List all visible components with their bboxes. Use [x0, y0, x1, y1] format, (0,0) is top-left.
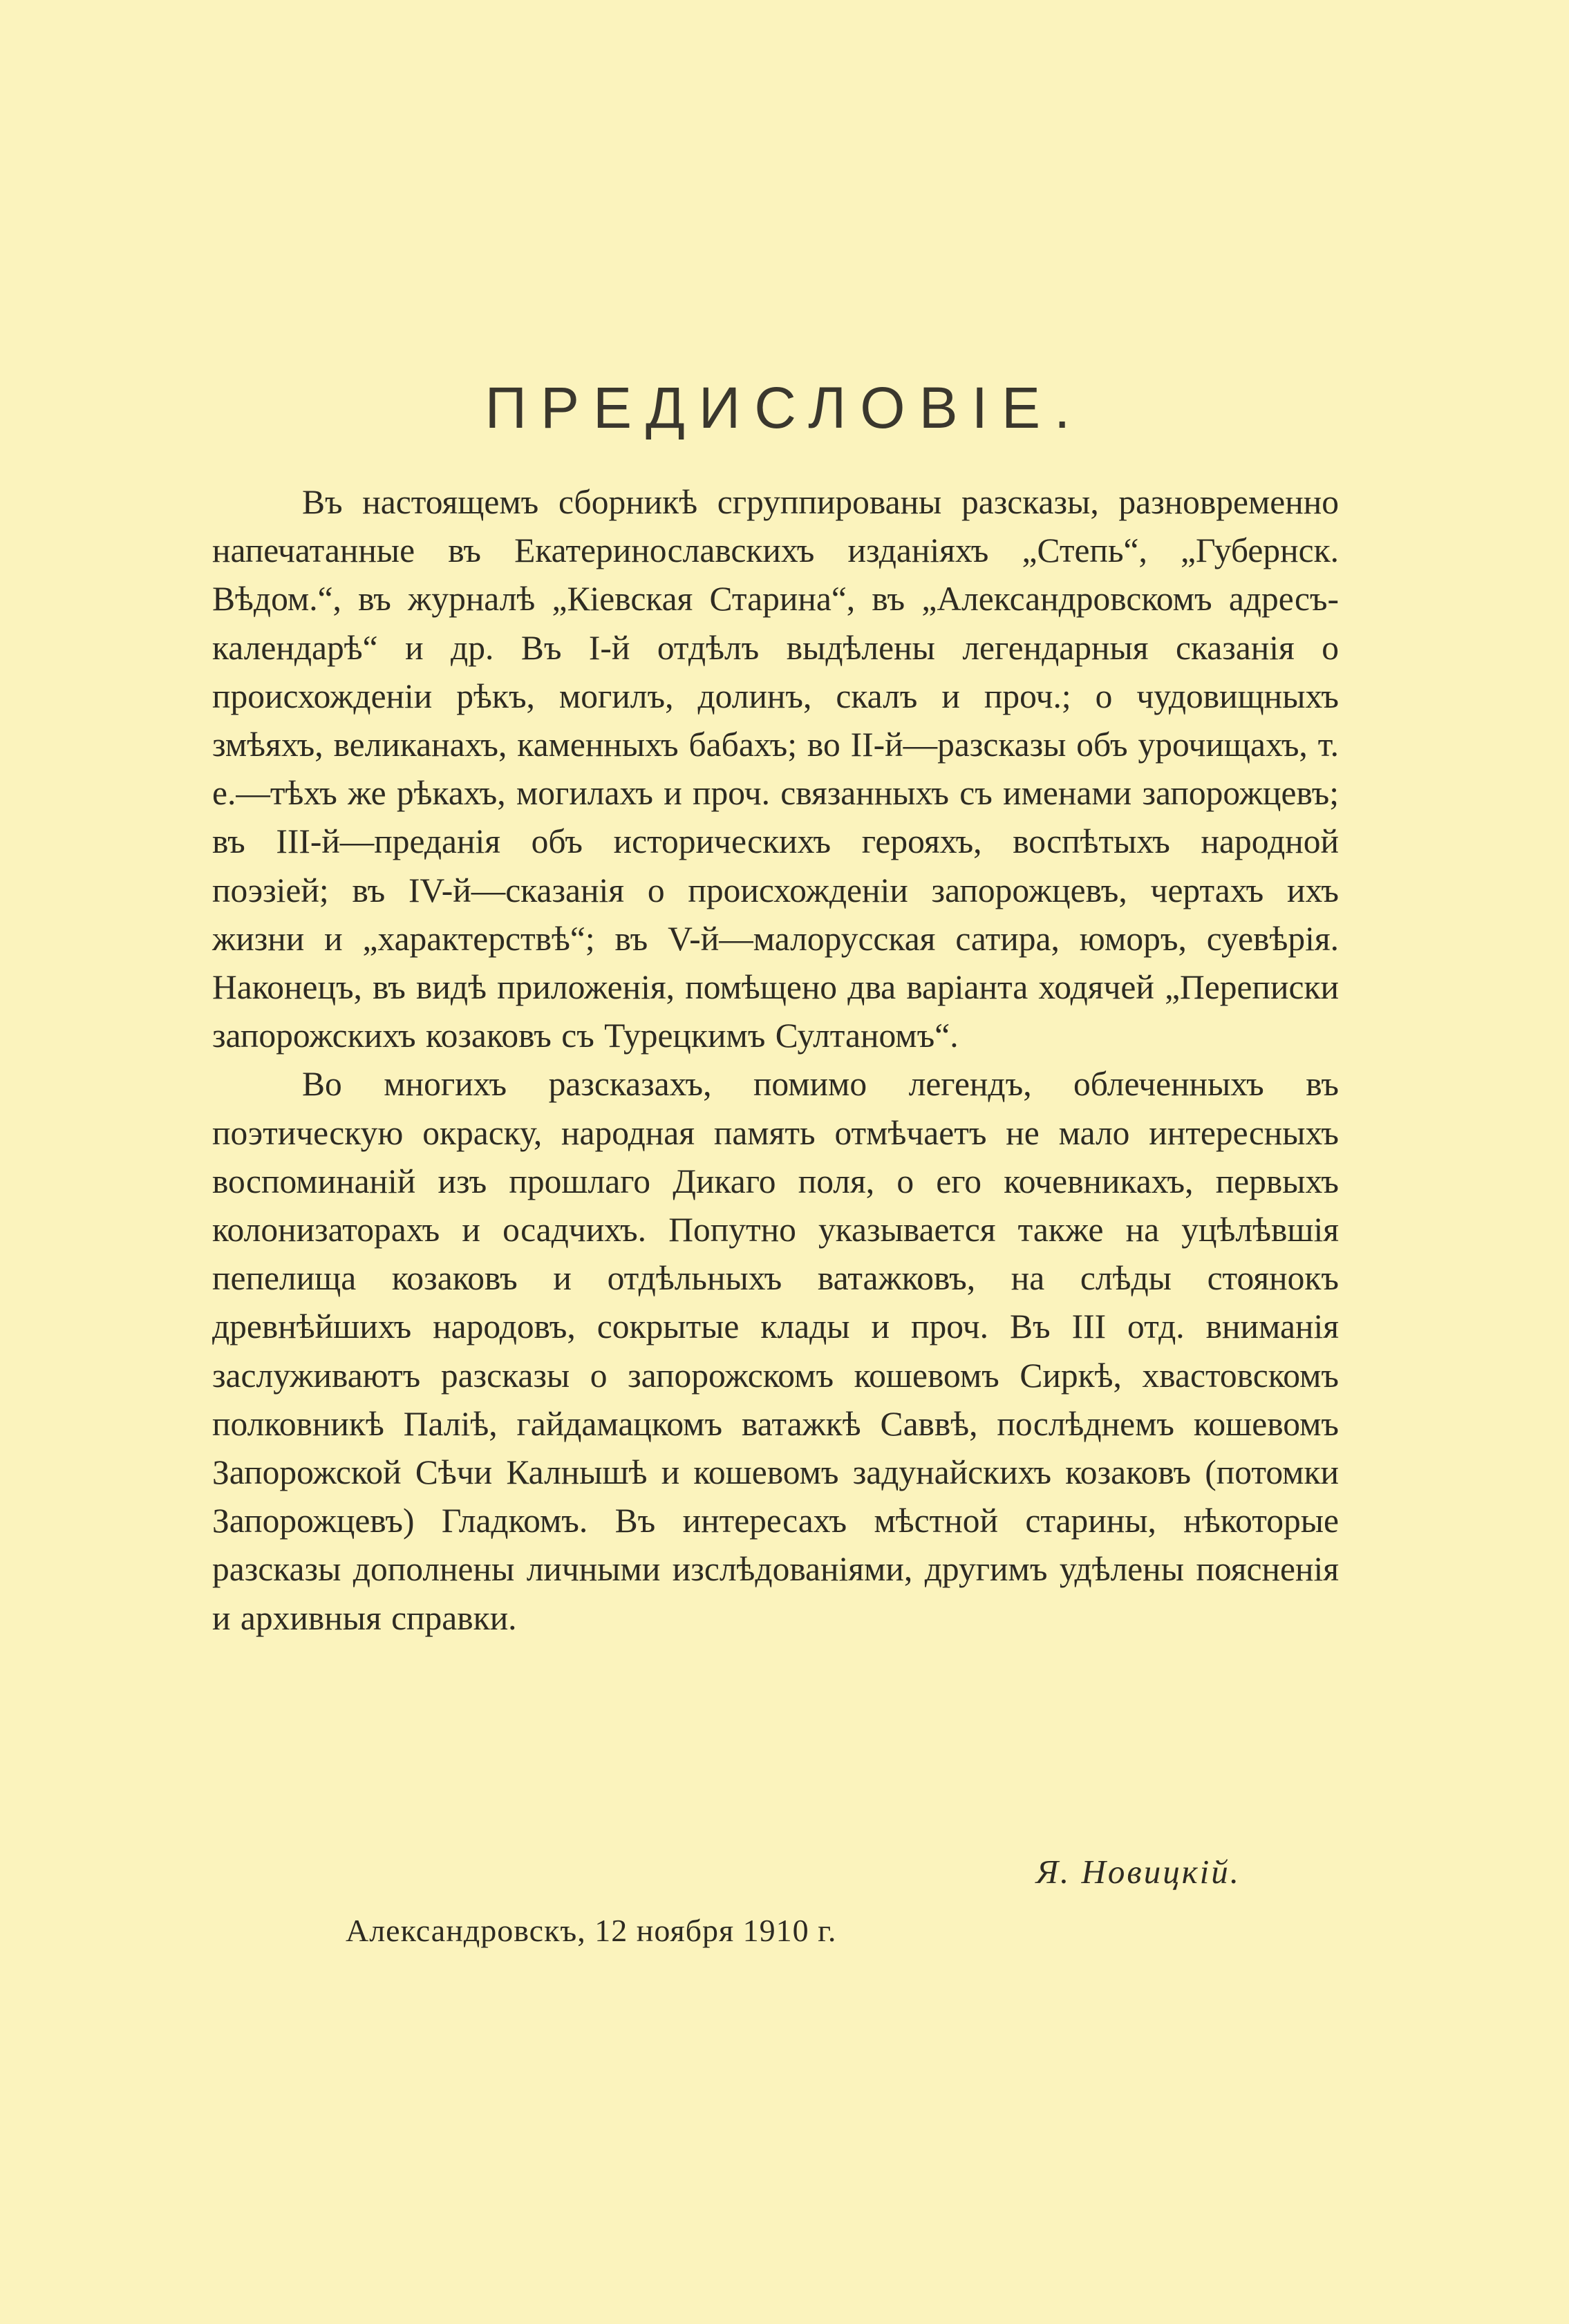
place-and-date: Александровскъ, 12 ноября 1910 г.: [346, 1913, 837, 1948]
page-title: ПРЕДИСЛОВІЕ.: [485, 375, 1084, 440]
author-signature: Я. Новицкій.: [1035, 1853, 1241, 1891]
preface-body: [212, 478, 1339, 1643]
preface-paragraph-2: Во многихъ разсказахъ, помимо легендъ, облеченныхъ въ поэтическую окраску, народная память отмѣчаетъ не мало интересныхъ воспоминаній изъ прошлаго Дикаго поля, о его кочевникахъ, первыхъ колонизаторахъ и осадчихъ. Попутно указывается также на уцѣлѣвшія пепелища козаковъ и отдѣльныхъ ватажковъ, на слѣды стоянокъ древнѣйшихъ народовъ, сокрытые клады и проч. Въ ІІІ отд. вниманія заслуживаютъ разсказы о запорожскомъ кошевомъ Сиркѣ, хвастовскомъ полковникѣ Паліѣ, гайдамацкомъ ватажкѣ Саввѣ, послѣднемъ кошевомъ Запорожской Сѣчи Калнышѣ и кошевомъ задунайскихъ козаковъ (потомки Запорожцевъ) Гладкомъ. Въ интересахъ мѣстной старины, нѣкоторые разсказы дополнены личными изслѣдованіями, другимъ удѣлены поясненія и архивныя справки.: [212, 1065, 1339, 1637]
preface-paragraph-1: Въ настоящемъ сборникѣ сгруппированы разсказы, разновременно напечатанные въ Екатеринославскихъ изданіяхъ „Степь“, „Губернск. Вѣдом.“, въ журналѣ „Кіевская Старина“, въ „Александровскомъ адресъ-календарѣ“ и др. Въ І-й отдѣлъ выдѣлены легендарныя сказанія о происхожденіи рѣкъ, могилъ, долинъ, скалъ и проч.; о чудовищныхъ змѣяхъ, великанахъ, каменныхъ бабахъ; во ІІ-й—разсказы объ урочищахъ, т. е.—тѣхъ же рѣкахъ, могилахъ и проч. связанныхъ съ именами запорожцевъ; въ ІІІ-й—преданія объ историческихъ герояхъ, воспѣтыхъ народной поэзіей; въ ІV-й—сказанія о происхожденіи запорожцевъ, чертахъ ихъ жизни и „характерствѣ“; въ V-й—малорусская сатира, юморъ, суевѣрія. Наконецъ, въ видѣ приложенія, помѣщено два варіанта ходячей „Переписки запорожскихъ козаковъ съ Турецкимъ Султаномъ“.: [212, 483, 1339, 1055]
